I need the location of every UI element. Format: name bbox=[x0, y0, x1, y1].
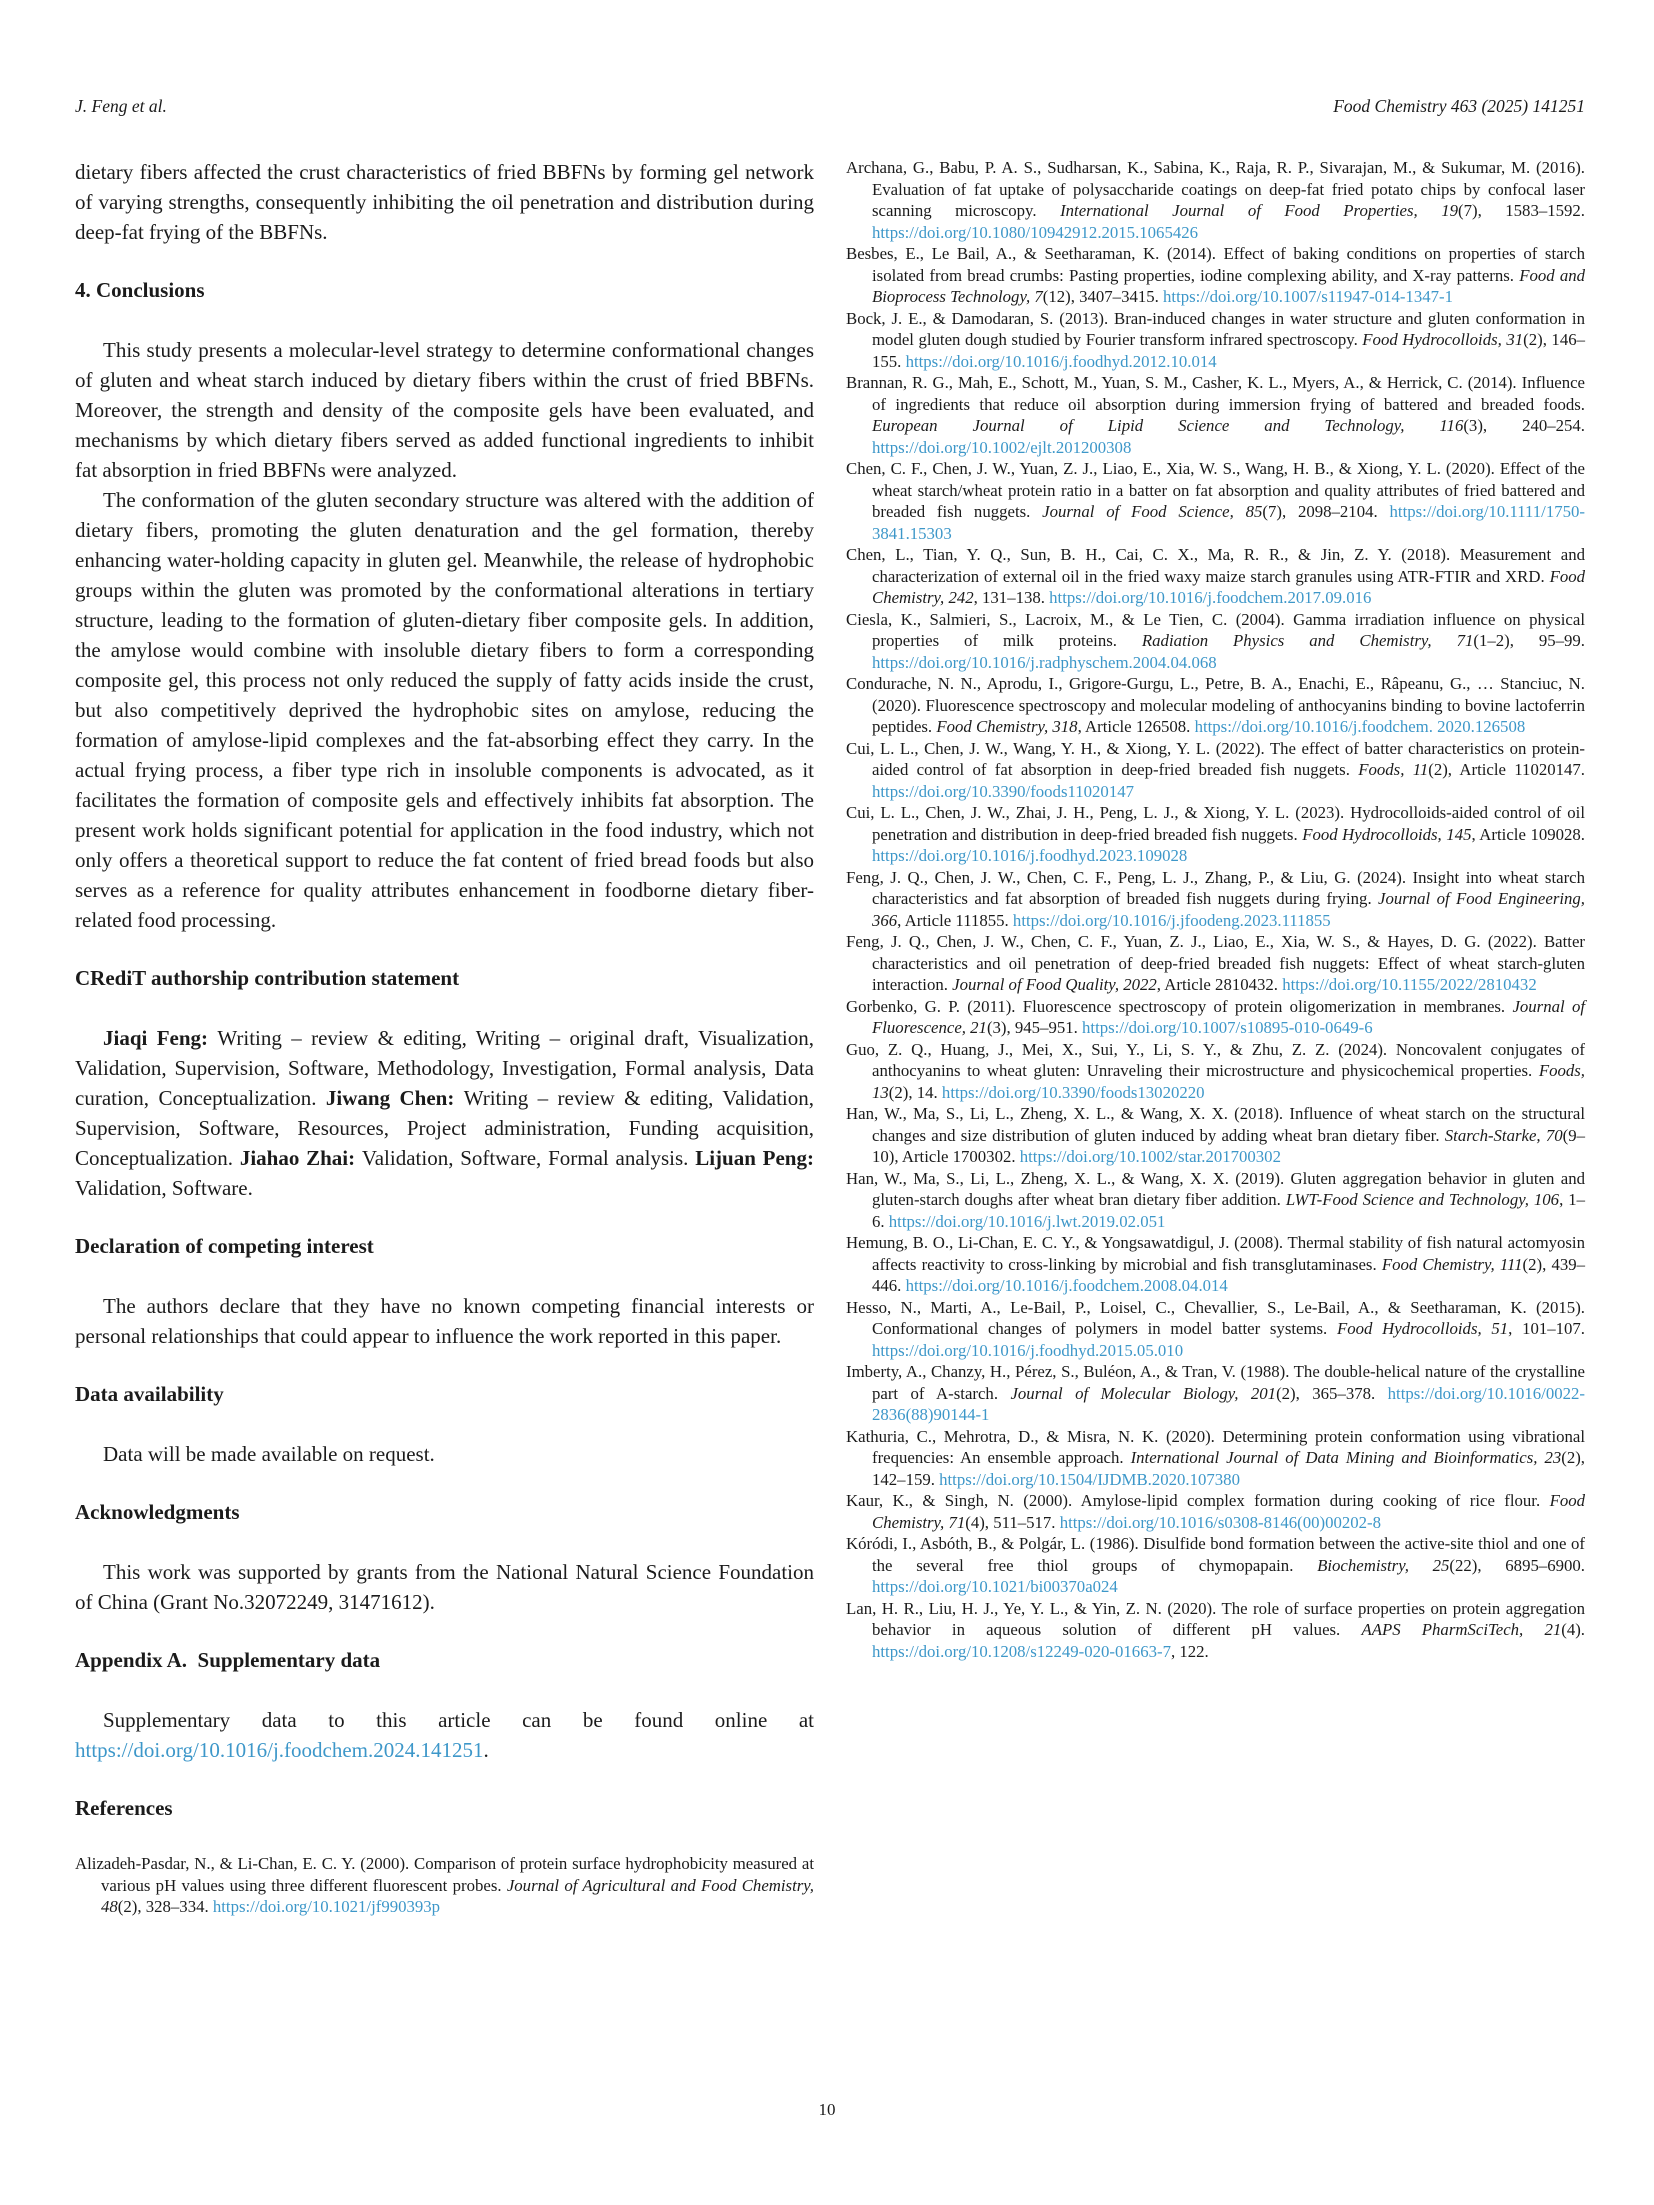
text-run: Ciesla, K., Salmieri, S., Lacroix, M., & Le Tien, C. (2004). Gamma irradiation influence on physical properties of milk proteins. bbox=[846, 609, 1585, 650]
doi-link[interactable]: https://doi.org/10.1111/1750-3841.15303 bbox=[872, 502, 1585, 543]
doi-link[interactable]: https://doi.org/10.1016/j.foodchem. 2020.126508 bbox=[1194, 717, 1526, 736]
text-run: (12), 3407–3415. bbox=[1042, 287, 1164, 306]
reference-entry bbox=[846, 1598, 1585, 1663]
text-run: Hemung, B. O., Li-Chan, E. C. Y., & Yongsawatdigul, J. (2008). Thermal stability of fish natural actomyosin affects reactivity to cross-linking by microbial and fish transglutaminases. bbox=[846, 1233, 1585, 1274]
journal-title: Journal of Food Quality, 2022 bbox=[952, 975, 1157, 994]
text-run: (7), 1583–1592. bbox=[1458, 201, 1585, 220]
text-run: Validation, Software. bbox=[75, 1176, 253, 1200]
reference-entry bbox=[846, 1103, 1585, 1168]
doi-link[interactable]: https://doi.org/10.1007/s10895-010-0649-6 bbox=[1082, 1018, 1373, 1037]
doi-link[interactable]: https://doi.org/10.3390/foods13020220 bbox=[941, 1082, 1205, 1102]
text-run: (2), 146–155. bbox=[872, 330, 1585, 371]
text-run: (2), 328–334. bbox=[117, 1897, 213, 1916]
doi-link[interactable]: https://doi.org/10.1016/s0308-8146(00)00202-8 bbox=[1059, 1512, 1382, 1532]
reference-entry bbox=[846, 996, 1585, 1039]
text-run: Bock, J. E., & Damodaran, S. (2013). Bran-induced changes in water structure and gluten conformation in model gluten dough studied by Fourier transform infrared spectroscopy. bbox=[846, 308, 1585, 349]
text-run: (9–10), Article 1700302. bbox=[872, 1125, 1586, 1166]
contributor-name: Jiaqi Feng: bbox=[103, 1026, 218, 1050]
text-run: This work was supported by grants from the National Natural Science Foundation of China (Grant No.32072249, 31471612). bbox=[75, 1560, 814, 1614]
left-column bbox=[75, 157, 814, 1918]
doi-link[interactable]: https://doi.org/10.1155/2022/2810432 bbox=[1282, 975, 1537, 994]
text-run: Chen, C. F., Chen, J. W., Yuan, Z. J., Liao, E., Xia, W. S., Wang, H. B., & Xiong, Y. L. (2020). Effect of the wheat starch/wheat protein ratio in a batter on fat absorption and quality attributes of fried battered and breaded fish nuggets. bbox=[846, 459, 1585, 521]
reference-entry bbox=[846, 1168, 1585, 1233]
text-run: Supplementary data to this article can be found online at bbox=[103, 1708, 814, 1732]
text-run: Lan, H. R., Liu, H. J., Ye, Y. L., & Yin, Z. N. (2020). The role of surface properties on protein aggregation behavior in aqueous solution of different pH values. bbox=[846, 1598, 1585, 1639]
text-run: (3), 945–951. bbox=[986, 1018, 1083, 1037]
section-heading-acknowledgments: Acknowledgments bbox=[75, 1500, 240, 1524]
journal-title: Journal of Food Science, 85 bbox=[1042, 502, 1263, 521]
doi-link[interactable]: https://doi.org/10.1002/star.201700302 bbox=[1019, 1147, 1281, 1166]
text-run: Validation, Software, Formal analysis. bbox=[361, 1146, 696, 1170]
text-run: dietary fibers affected the crust characteristics of fried BBFNs by forming gel network of varying strengths, consequently inhibiting the oil penetration and distribution during deep-fat frying of the BBFNs. bbox=[75, 160, 814, 244]
doi-link[interactable]: https://doi.org/10.1208/s12249-020-01663-7 bbox=[872, 1641, 1171, 1661]
reference-entry bbox=[846, 931, 1585, 996]
reference-entry bbox=[846, 308, 1585, 373]
text-run: Condurache, N. N., Aprodu, I., Grigore-Gurgu, L., Petre, B. A., Enachi, E., Râpeanu, G., … Stanciuc, N. (2020). Fluorescence spectroscopy and molecular modeling of anthocyanins binding to bovine lactoferrin peptides. bbox=[846, 674, 1585, 736]
page-footer bbox=[0, 2100, 1654, 2120]
right-column bbox=[846, 157, 1585, 1918]
text-run: (4). bbox=[1561, 1620, 1585, 1639]
text-run: , Article 109028. bbox=[1471, 824, 1585, 844]
running-author: J. Feng et al. bbox=[75, 96, 167, 116]
text-run: , Article 111855. bbox=[897, 910, 1013, 930]
journal-title: International Journal of Food Properties, 19 bbox=[1060, 201, 1459, 220]
journal-title: Food Hydrocolloids, 31 bbox=[1362, 330, 1524, 349]
reference-entry bbox=[846, 544, 1585, 609]
section-heading-appendix-a: Appendix A. Supplementary data bbox=[75, 1648, 381, 1672]
reference-entry bbox=[846, 1297, 1585, 1362]
doi-link[interactable]: https://doi.org/10.1080/10942912.2015.1065426 bbox=[872, 222, 1199, 242]
reference-entry bbox=[846, 1232, 1585, 1297]
reference-entry bbox=[75, 1853, 814, 1918]
doi-link[interactable]: https://doi.org/10.1016/j.radphyschem.2004.04.068 bbox=[872, 652, 1217, 672]
text-run: Cui, L. L., Chen, J. W., Wang, Y. H., & Xiong, Y. L. (2022). The effect of batter characteristics on protein-aided control of fat absorption in deep-fried breaded fish nuggets. bbox=[846, 738, 1585, 779]
journal-title: European Journal of Lipid Science and Technology, 116 bbox=[872, 416, 1464, 435]
journal-title: Food Chemistry, 242 bbox=[872, 566, 1585, 607]
journal-title: Foods, 11 bbox=[1358, 760, 1429, 779]
text-run: Guo, Z. Q., Huang, J., Mei, X., Sui, Y., Li, S. Y., & Zhu, Z. Z. (2024). Noncovalent conjugates of anthocyanins to wheat gluten: Unraveling their microstructure and physicochemical properties. bbox=[846, 1039, 1585, 1080]
text-run: Hesso, N., Marti, A., Le-Bail, P., Loisel, C., Chevallier, S., Le-Bail, A., & Seetharaman, K. (2015). Conformational changes of polymers in model batter systems. bbox=[846, 1297, 1585, 1338]
contributor-name: Lijuan Peng: bbox=[695, 1146, 814, 1170]
text-run: . bbox=[483, 1738, 489, 1762]
doi-link[interactable]: https://doi.org/10.1016/j.foodchem.2024.141251 bbox=[75, 1738, 484, 1762]
reference-entry bbox=[846, 1039, 1585, 1104]
journal-title: AAPS PharmSciTech, 21 bbox=[1361, 1620, 1562, 1639]
paragraph bbox=[75, 157, 814, 247]
journal-title: LWT-Food Science and Technology, 106 bbox=[1285, 1190, 1560, 1209]
doi-link[interactable]: https://doi.org/10.1002/ejlt.201200308 bbox=[872, 437, 1132, 457]
text-run: Chen, L., Tian, Y. Q., Sun, B. H., Cai, C. X., Ma, R. R., & Jin, Z. Y. (2018). Measurement and characterization of external oil in the fried waxy maize starch granules using ATR-FTIR and XRD. bbox=[846, 545, 1585, 586]
paragraph bbox=[75, 1023, 814, 1203]
reference-entry bbox=[846, 738, 1585, 803]
doi-link[interactable]: https://doi.org/10.3390/foods11020147 bbox=[872, 781, 1134, 801]
reference-entry bbox=[846, 458, 1585, 544]
reference-entry bbox=[846, 802, 1585, 867]
text-run: Imberty, A., Chanzy, H., Pérez, S., Buléon, A., & Tran, V. (1988). The double-helical nature of the crystalline part of A-starch. bbox=[846, 1362, 1585, 1403]
text-run: , 131–138. bbox=[973, 588, 1050, 607]
text-run: Han, W., Ma, S., Li, L., Zheng, X. L., & Wang, X. X. (2019). Gluten aggregation behavior in gluten and gluten-starch doughs after wheat bran dietary fiber addition. bbox=[846, 1168, 1585, 1209]
journal-title: Radiation Physics and Chemistry, 71 bbox=[1141, 631, 1474, 650]
paragraph bbox=[75, 485, 814, 935]
reference-entry bbox=[846, 673, 1585, 738]
page-number: 10 bbox=[818, 2100, 836, 2119]
page-header bbox=[75, 96, 1585, 117]
text-run: Feng, J. Q., Chen, J. W., Chen, C. F., Peng, L. J., Zhang, P., & Liu, G. (2024). Insight into wheat starch characteristics and fat absorption of breaded fish nuggets during frying. bbox=[846, 867, 1585, 908]
reference-entry bbox=[846, 1361, 1585, 1426]
doi-link[interactable]: https://doi.org/10.1016/j.foodchem.2008.04.014 bbox=[905, 1276, 1228, 1295]
text-run: Han, W., Ma, S., Li, L., Zheng, X. L., & Wang, X. X. (2018). Influence of wheat starch on the structural changes and size distribution of gluten induced by adding wheat bran dietary fiber. bbox=[846, 1104, 1585, 1145]
paragraph bbox=[75, 1291, 814, 1351]
doi-link[interactable]: https://doi.org/10.1016/j.foodhyd.2012.10.014 bbox=[905, 351, 1217, 371]
doi-link[interactable]: https://doi.org/10.1504/IJDMB.2020.107380 bbox=[939, 1469, 1240, 1489]
text-run: Feng, J. Q., Chen, J. W., Chen, C. F., Yuan, Z. J., Liao, E., Xia, W. S., & Hayes, D. G. (2022). Batter characteristics and oil penetration of deep-fried breaded fish nuggets: Effect of wheat starch-gluten interaction. bbox=[846, 932, 1585, 994]
journal-title: Food Hydrocolloids, 145 bbox=[1302, 824, 1472, 844]
journal-title: Food Chemistry, 71 bbox=[872, 1491, 1585, 1532]
text-run: , 1–6. bbox=[872, 1190, 1586, 1231]
text-run: , 122. bbox=[1170, 1641, 1209, 1661]
text-run: (22), 6895–6900. bbox=[1449, 1555, 1585, 1575]
content-columns bbox=[75, 157, 1585, 1918]
doi-link[interactable]: https://doi.org/10.1016/j.lwt.2019.02.051 bbox=[888, 1211, 1166, 1231]
text-run: (7), 2098–2104. bbox=[1262, 502, 1390, 521]
paragraph bbox=[75, 1705, 814, 1765]
journal-title: Food and Bioprocess Technology, 7 bbox=[872, 265, 1585, 306]
journal-title: Food Hydrocolloids, 51 bbox=[1336, 1319, 1509, 1338]
text-run: The authors declare that they have no known competing financial interests or personal relationships that could appear to influence the work reported in this paper. bbox=[75, 1294, 814, 1348]
reference-entry bbox=[846, 1533, 1585, 1598]
paragraph bbox=[75, 1439, 814, 1469]
doi-link[interactable]: https://doi.org/10.1021/jf990393p bbox=[212, 1897, 441, 1916]
journal-title: Journal of Agricultural and Food Chemistry, 48 bbox=[101, 1875, 814, 1916]
text-run: Archana, G., Babu, P. A. S., Sudharsan, K., Sabina, K., Raja, R. P., Sivarajan, M., & Sukumar, M. (2016). Evaluation of fat uptake of polysaccharide coatings on deep-fat fried potato chips by confocal laser scanning microscopy. bbox=[846, 158, 1585, 220]
contributor-name: Jiahao Zhai: bbox=[239, 1146, 362, 1170]
text-run: Gorbenko, G. P. (2011). Fluorescence spectroscopy of protein oligomerization in membranes. bbox=[846, 996, 1513, 1016]
text-run: Alizadeh-Pasdar, N., & Li-Chan, E. C. Y. (2000). Comparison of protein surface hydrophobicity measured at various pH values using three different fluorescent probes. bbox=[75, 1854, 814, 1895]
text-run: Kóródi, I., Asbóth, B., & Polgár, L. (1986). Disulfide bond formation between the active-site thiol and one of the several free thiol groups of chymopapain. bbox=[846, 1534, 1585, 1575]
text-run: Data will be made available on request. bbox=[103, 1442, 435, 1466]
text-run: (4), 511–517. bbox=[965, 1512, 1060, 1532]
text-run: Brannan, R. G., Mah, E., Schott, M., Yuan, S. M., Casher, K. L., Myers, A., & Herrick, C. (2014). Influence of ingredients that reduce oil absorption during immersion frying of battered and breaded foods. bbox=[846, 373, 1585, 414]
journal-title: Journal of Food Engineering, 366 bbox=[872, 889, 1585, 930]
text-run: , Article 2810432. bbox=[1156, 975, 1283, 994]
text-run: Besbes, E., Le Bail, A., & Seetharaman, K. (2014). Effect of baking conditions on properties of starch isolated from bread crumbs: Pasting properties, iodine complexing ability, and X-ray patterns. bbox=[846, 244, 1585, 285]
doi-link[interactable]: https://doi.org/10.1016/0022-2836(88)90144-1 bbox=[872, 1383, 1585, 1424]
doi-link[interactable]: https://doi.org/10.1016/j.jfoodeng.2023.111855 bbox=[1012, 910, 1331, 930]
contributor-name: Jiwang Chen: bbox=[325, 1086, 464, 1110]
text-run: Kathuria, C., Mehrotra, D., & Misra, N. K. (2020). Determining protein conformation using vibrational frequencies: An ensemble approach. bbox=[846, 1426, 1585, 1467]
journal-title: Food Chemistry, 318 bbox=[936, 717, 1078, 736]
text-run: (3), 240–254. bbox=[1463, 416, 1585, 435]
reference-entry bbox=[846, 157, 1585, 243]
doi-link[interactable]: https://doi.org/10.1016/j.foodhyd.2015.05.010 bbox=[872, 1340, 1184, 1360]
text-run: (1–2), 95–99. bbox=[1473, 631, 1585, 650]
journal-title: International Journal of Data Mining and Bioinformatics, 23 bbox=[1130, 1448, 1562, 1467]
section-heading-references: References bbox=[75, 1796, 173, 1820]
section-heading-data-availability: Data availability bbox=[75, 1382, 224, 1406]
doi-link[interactable]: https://doi.org/10.1021/bi00370a024 bbox=[872, 1577, 1118, 1596]
section-heading-credit-statement: CRediT authorship contribution statement bbox=[75, 966, 460, 990]
reference-entry bbox=[846, 372, 1585, 458]
paragraph bbox=[75, 335, 814, 485]
text-run: This study presents a molecular-level strategy to determine conformational changes of gluten and wheat starch induced by dietary fibers within the crust of fried BBFNs. Moreover, the strength and density of the composite gels have been evaluated, and mechanisms by which dietary fibers served as added functional ingredients to inhibit fat absorption in fried BBFNs were analyzed. bbox=[75, 338, 814, 482]
text-run: Kaur, K., & Singh, N. (2000). Amylose-lipid complex formation during cooking of rice flour. bbox=[846, 1491, 1550, 1510]
journal-title: Starch-Starke, 70 bbox=[1444, 1125, 1563, 1145]
journal-title: Biochemistry, 25 bbox=[1317, 1555, 1450, 1575]
journal-title: Journal of Molecular Biology, 201 bbox=[1010, 1383, 1277, 1403]
text-run: Cui, L. L., Chen, J. W., Zhai, J. H., Peng, L. J., & Xiong, Y. L. (2023). Hydrocolloids-aided control of oil penetration and distribution in deep-fried breaded fish nuggets. bbox=[846, 803, 1585, 844]
text-run: (2), 14. bbox=[888, 1082, 942, 1102]
text-run: The conformation of the gluten secondary structure was altered with the addition of dietary fibers, promoting the gluten denaturation and the gel formation, thereby enhancing water-holding capacity in gluten gel. Meanwhile, the release of hydrophobic groups within the gluten was promoted by the conformational alterations in tertiary structure, leading to the formation of gluten-dietary fiber composite gels. In addition, the amylose would combine with insoluble dietary fibers to form a corresponding composite gel, this process not only reduced the supply of fatty acids inside the crust, but also competitively deprived the hydrophobic sites on amylose, reducing the formation of amylose-lipid complexes and the fat-absorbing effect they carry. In the actual frying process, a fiber type rich in insoluble components is advocated, as it facilitates the formation of composite gels and effectively inhibits fat absorption. The present work holds significant potential for application in the food industry, which not only offers a theoretical support to reduce the fat content of fried bread foods but also serves as a reference for quality attributes enhancement in foodborne dietary fiber-related food processing. bbox=[75, 488, 814, 932]
text-run: , Article 126508. bbox=[1077, 717, 1195, 736]
reference-entry bbox=[846, 867, 1585, 932]
journal-title: Food Chemistry, 111 bbox=[1381, 1254, 1523, 1274]
reference-entry bbox=[846, 243, 1585, 308]
section-heading-declaration-of-competing-interest: Declaration of competing interest bbox=[75, 1234, 374, 1258]
text-run: (2), 365–378. bbox=[1276, 1383, 1388, 1403]
text-run: (2), 439–446. bbox=[872, 1254, 1586, 1295]
text-run: , 101–107. bbox=[1508, 1319, 1586, 1338]
reference-entry bbox=[846, 609, 1585, 674]
reference-entry bbox=[846, 1426, 1585, 1491]
journal-citation: Food Chemistry 463 (2025) 141251 bbox=[1333, 96, 1585, 116]
text-run: Writing – review & editing, Validation, Supervision, Software, Resources, Project administration, Funding acquisition, Conceptualization. bbox=[75, 1086, 814, 1170]
journal-title: Journal of Fluorescence, 21 bbox=[872, 996, 1585, 1037]
doi-link[interactable]: https://doi.org/10.1007/s11947-014-1347-1 bbox=[1163, 287, 1453, 306]
doi-link[interactable]: https://doi.org/10.1016/j.foodhyd.2023.109028 bbox=[872, 846, 1188, 865]
text-run: (2), 142–159. bbox=[872, 1448, 1585, 1489]
journal-title: Foods, 13 bbox=[872, 1061, 1585, 1102]
paragraph bbox=[75, 1557, 814, 1617]
doi-link[interactable]: https://doi.org/10.1016/j.foodchem.2017.09.016 bbox=[1049, 588, 1372, 607]
section-heading-conclusions: 4. Conclusions bbox=[75, 278, 205, 302]
text-run: Writing – review & editing, Writing – original draft, Visualization, Validation, Supervision, Software, Methodology, Investigation, Formal analysis, Data curation, Conceptualization. bbox=[75, 1026, 814, 1110]
text-run: (2), Article 11020147. bbox=[1428, 760, 1585, 779]
reference-entry bbox=[846, 1490, 1585, 1533]
